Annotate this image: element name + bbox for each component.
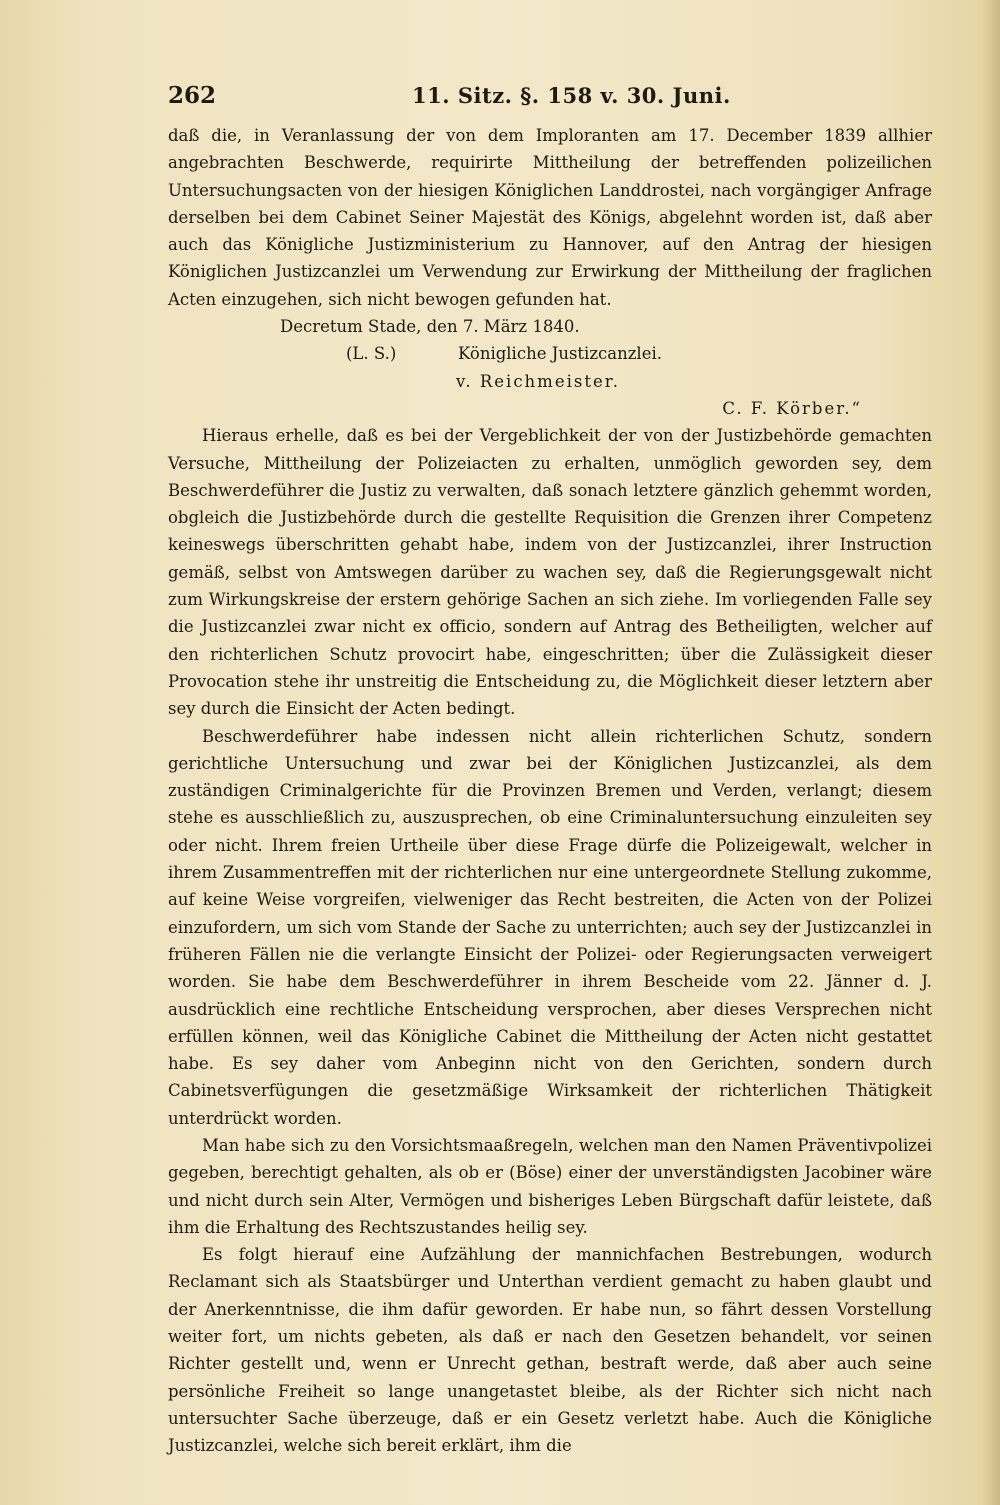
decretum-line: Decretum Stade, den 7. März 1840. — [280, 317, 580, 337]
running-head: 11. Sitz. §. 158 v. 30. Juni. — [412, 83, 731, 108]
page-header — [168, 82, 828, 114]
paragraph: Es folgt hierauf eine Aufzählung der mannichfachen Bestrebungen, wodurch Reclamant sich als Staatsbürger und Unterthan verdient gemacht zu haben glaubt und der Anerkenntnisse, die ihm dafür geworden. Er habe nun, so fährt dessen Vorstellung weiter fort, um nichts gebeten, als daß er nach den Gesetzen behandelt, vor seinen Richter gestellt und, wenn er Unrecht gethan, bestraft werde, daß aber auch seine persönliche Freiheit so lange unangetastet bleibe, als der Richter sich nicht nach untersuchter Sache überzeuge, daß er ein Gesetz verletzt habe. Auch die Königliche Justizcanzlei, welche sich bereit erklärt, ihm die — [168, 1245, 932, 1456]
page-number: 262 — [168, 82, 217, 109]
page-edge-shadow — [982, 0, 1000, 1505]
signature-koerber: C. F. Körber.“ — [722, 398, 862, 418]
seal-mark: (L. S.) — [346, 344, 397, 364]
paragraph: Beschwerdeführer habe indessen nicht allein richterlichen Schutz, sondern gerichtliche Untersuchung und zwar bei der Königlichen Justizcanzlei, als dem zuständigen Criminalgerichte für die Provinzen Bremen und Verden, verlangt; diesem stehe es ausschließlich zu, auszusprechen, ob eine Criminaluntersuchung einzuleiten sey oder nicht. Ihrem freien Urtheile über diese Frage dürfe die Polizeigewalt, welcher in ihrem Zusammentreffen mit der richterlichen nur eine untergeordnete Stellung zukomme, auf keine Weise vorgreifen, vielweniger das Recht bestreiten, die Acten von der Polizei einzufordern, um sich vom Stande der Sache zu unterrichten; auch sey der Justizcanzlei in früheren Fällen nie die verlangte Einsicht der Polizei- oder Regierungsacten verweigert worden. Sie habe dem Beschwerdeführer in ihrem Bescheide vom 22. Jänner d. J. ausdrücklich eine rechtliche Entscheidung versprochen, aber dieses Versprechen nicht erfüllen können, weil das Königliche Cabinet die Mittheilung der Acten nicht gestattet habe. Es sey daher vom Anbeginn nicht von den Gerichten, sondern durch Cabinetsverfügungen die gesetzmäßige Wirksamkeit der richterlichen Thätigkeit unterdrückt worden. — [168, 726, 932, 1128]
seal-line — [168, 340, 932, 367]
quoted-decree-paragraph: daß die, in Veranlassung der von dem Imploranten am 17. December 1839 allhier angebrachten Beschwerde, requirirte Mittheilung der betreffenden polizeilichen Untersuchungsacten von der hiesigen Königlichen Landdrostei, nach vorgängiger Anfrage derselben bei dem Cabinet Seiner Majestät des Königs, abgelehnt worden ist, daß aber auch das Königliche Justizministerium zu Hannover, auf den Antrag der hiesigen Königlichen Justizcanzlei um Verwendung zur Erwirkung der Mittheilung der fraglichen Acten einzugehen, sich nicht bewogen gefunden hat. — [168, 126, 932, 309]
body-text — [168, 122, 932, 1460]
paragraph: Hieraus erhelle, daß es bei der Vergeblichkeit der von der Justizbehörde gemachten Versuche, Mittheilung der Polizeiacten zu erhalten, unmöglich geworden sey, dem Beschwerdeführer die Justiz zu verwalten, daß sonach letztere gänzlich gehemmt worden, obgleich die Justizbehörde durch die gestellte Requisition die Grenzen ihrer Competenz keineswegs überschritten gehabt habe, indem von der Justizcanzlei, ihrer Instruction gemäß, selbst von Amtswegen darüber zu wachen sey, daß die Regierungsgewalt nicht zum Wirkungskreise der erstern gehörige Sachen an sich ziehe. Im vorliegenden Falle sey die Justizcanzlei zwar nicht ex officio, sondern auf Antrag des Betheiligten, welcher auf den richterlichen Schutz provocirt habe, eingeschritten; über die Zulässigkeit dieser Provocation stehe ihr unstreitig die Entscheidung zu, die Möglichkeit dieser letztern aber sey durch die Einsicht der Acten bedingt. — [168, 426, 932, 719]
signature-reichmeister: v. Reichmeister. — [456, 371, 621, 391]
issuing-authority: Königliche Justizcanzlei. — [458, 344, 662, 364]
paragraph: Man habe sich zu den Vorsichtsmaaßregeln, welchen man den Namen Präventivpolizei gegeben, berechtigt gehalten, als ob er (Böse) einer der unverständigsten Jacobiner wäre und nicht durch sein Alter, Vermögen und bisheriges Leben Bürgschaft dafür leistete, daß ihm die Erhaltung des Rechtszustandes heilig sey. — [168, 1135, 932, 1237]
